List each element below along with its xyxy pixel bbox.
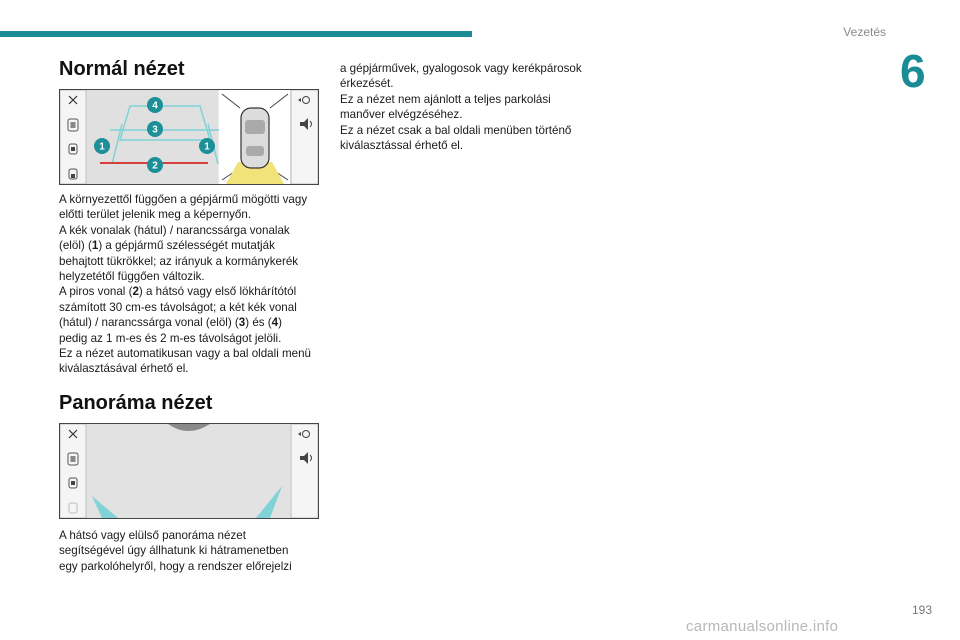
marker-2: 2 — [152, 160, 158, 172]
text-line: manőver elvégzéséhez. — [340, 108, 463, 122]
text-line: érkezését. — [340, 77, 394, 91]
marker-4: 4 — [152, 100, 158, 112]
text-line: A hátsó vagy elülső panoráma nézet — [59, 529, 246, 542]
text-line: segítségével úgy állhatunk ki hátramenetben — [59, 544, 289, 558]
panorama-view-screen — [59, 423, 319, 519]
panorama-view-heading: Panoráma nézet — [59, 392, 213, 414]
text-line: számított 30 cm-es távolságot; a két kék vonal — [59, 300, 297, 314]
text-line: előtti terület jelenik meg a képernyőn. — [59, 208, 252, 222]
marker-1-left: 1 — [99, 141, 105, 153]
car-top-view — [241, 108, 269, 168]
text-line: kiválasztásával érhető el. — [59, 362, 189, 376]
normal-view-heading: Normál nézet — [59, 58, 185, 80]
marker-3: 3 — [152, 124, 158, 136]
text-line: Ez a nézet nem ajánlott a teljes parkolási — [340, 92, 551, 106]
normal-view-description — [59, 192, 327, 377]
section-name: Vezetés — [843, 25, 886, 39]
header-accent-bar — [0, 31, 472, 37]
text-line: a gépjárművek, gyalogosok vagy kerékpárosok — [340, 62, 582, 75]
text-line: (elöl) (1) a gépjármű szélességét mutatják — [59, 239, 275, 253]
panorama-view-description — [59, 528, 327, 574]
text-line: (hátul) / narancssárga vonal (elöl) (3) és (4) — [59, 316, 282, 330]
panorama-view-illustration — [60, 424, 318, 518]
normal-view-screen — [59, 89, 319, 185]
page-number: 193 — [911, 603, 932, 617]
text-line: Ez a nézet csak a bal oldali menüben történő — [340, 123, 572, 137]
text-line: pedig az 1 m-es és 2 m-es távolságot jelöli. — [59, 331, 282, 345]
marker-1-right: 1 — [204, 141, 210, 153]
watermark: carmanualsonline.info — [686, 618, 839, 635]
text-line: behajtott tükrökkel; az irányuk a kormánykerék — [59, 254, 299, 268]
text-line: egy parkolóhelyről, hogy a rendszer előrejelzi — [59, 559, 292, 573]
chapter-number: 6 — [900, 45, 926, 97]
text-line: A környezettől függően a gépjármű mögötti vagy — [59, 193, 308, 206]
text-line: kiválasztással érhető el. — [340, 139, 464, 153]
text-line: helyzetétől függően változik. — [59, 270, 205, 284]
normal-view-illustration — [60, 90, 318, 184]
text-line: Ez a nézet automatikusan vagy a bal oldali menü — [59, 347, 311, 361]
text-line: A kék vonalak (hátul) / narancssárga vonalak — [59, 223, 290, 237]
text-line: A piros vonal (2) a hátsó vagy első lökhárítótól — [59, 285, 297, 299]
panorama-view-description-continued — [340, 61, 610, 153]
